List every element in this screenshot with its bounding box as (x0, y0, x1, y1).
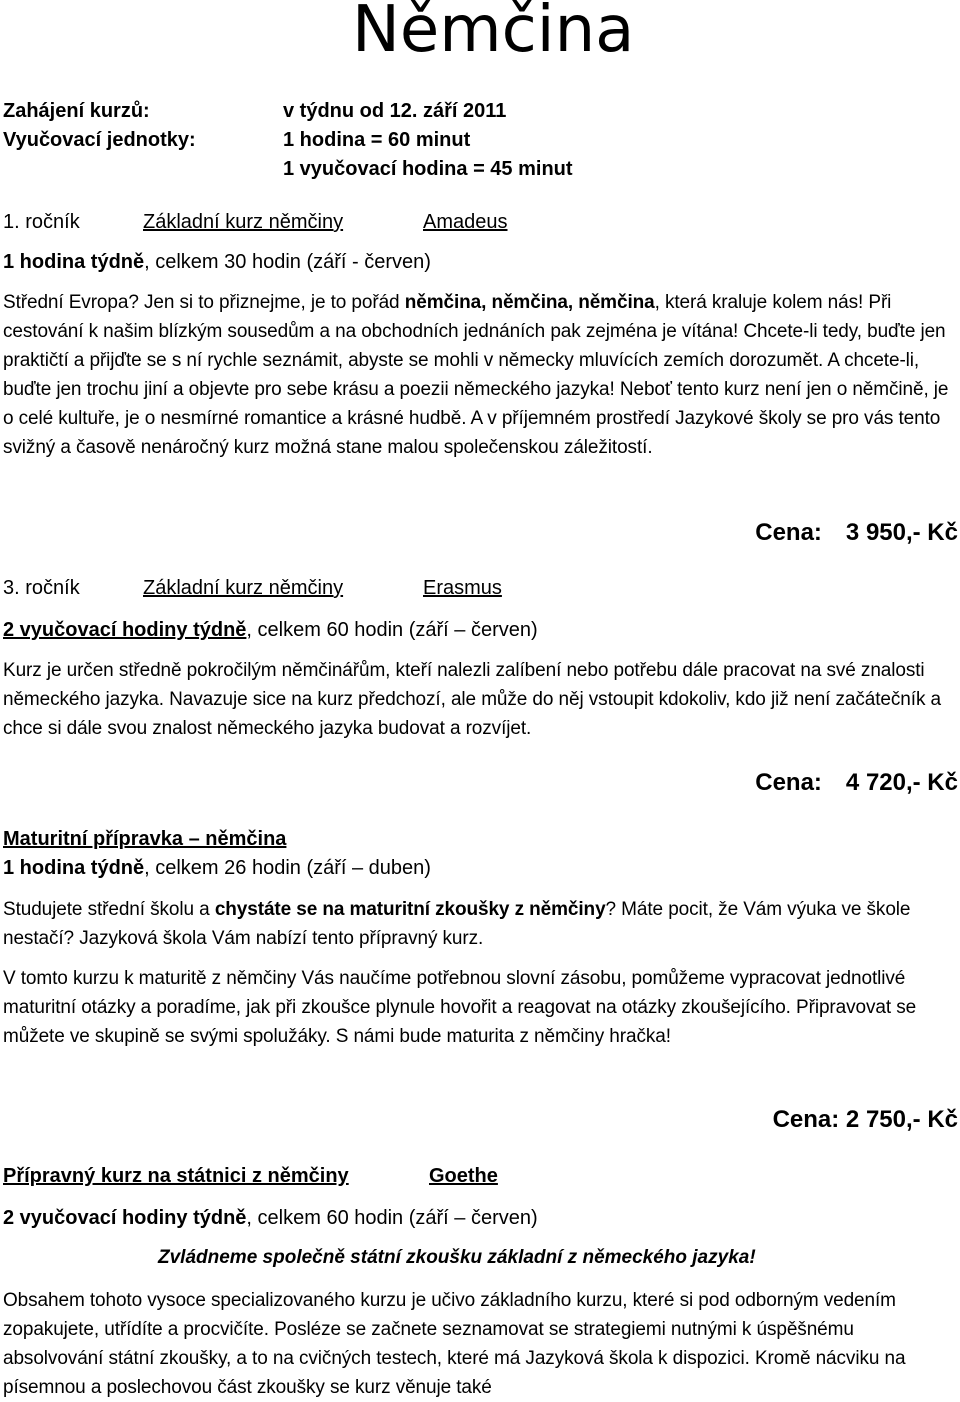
statnice-title: Přípravný kurz na státnici z němčiny (3, 1165, 349, 1187)
course1-description: Střední Evropa? Jen si to přiznejme, je to pořád němčina, němčina, němčina, která kraluje kolem nás! Při cestování k našim blízkým sousedům a na obchodních jednáních pak zejména je vítána! Chcete-li tedy, buďte jen praktičtí a přijďte se s ní rychle seznámit, abyste se mohli v německy mluvících zemích dorozumět. A chcete-li, buďte jen trochu jiní a objevte pro sebe krásu a poezii německého jazyka! Neboť tento kurz není jen o němčině, je o celé kultuře, je o nesmírné romantice a krásné hudbě. A v příjemném prostředí Jazykové školy se pro vás tento svižný a časově nenáročný kurz možná stane malou společenskou záležitostí. (3, 292, 949, 458)
maturita-price: Cena: 2 750,- Kč (772, 1106, 958, 1133)
statnice-slogan: Zvládneme společně státní zkoušku základní z německého jazyka! (158, 1247, 756, 1268)
course3-hours: 2 vyučovací hodiny týdně, celkem 60 hodin (září – červen) (3, 619, 538, 641)
course3-book: Erasmus (423, 577, 502, 599)
units-value-hour: 1 hodina = 60 minut (283, 129, 471, 151)
course3-name: Základní kurz němčiny (143, 577, 344, 599)
maturita-intro: Studujete střední školu a chystáte se na maturitní zkoušky z němčiny? Máte pocit, že Vám výuka ve škole nestačí? Jazyková škola Vám nabízí tento přípravný kurz. (3, 899, 911, 949)
maturita-description: V tomto kurzu k maturitě z němčiny Vás naučíme potřebnou slovní zásobu, pomůžeme vypracovat jednotlivé maturitní otázky a poradíme, jak při zkoušce plynule hovořit a reagovat na otázky zkoušejícího. Připravovat se můžete ve skupině se svými spolužáky. S námi bude maturita z němčiny hračka! (3, 968, 917, 1047)
start-value: v týdnu od 12. září 2011 (283, 100, 507, 122)
course3-description: Kurz je určen středně pokročilým němčinářům, kteří nalezli zalíbení nebo potřebu dále pracovat na své znalosti německého jazyka. Navazuje sice na kurz předchozí, ale může do něj vstoupit kdokoliv, kdo již není začátečník a chce si dále svou znalost německého jazyka budovat a rozvíjet. (3, 660, 941, 739)
course1-year: 1. ročník (3, 211, 80, 233)
maturita-hours: 1 hodina týdně, celkem 26 hodin (září – duben) (3, 857, 431, 879)
course1-book: Amadeus (423, 211, 508, 233)
course3-year: 3. ročník (3, 577, 80, 599)
units-value-lesson: 1 vyučovací hodina = 45 minut (283, 158, 573, 180)
course1-price: Cena: 3 950,- Kč (755, 519, 958, 546)
course1-hours: 1 hodina týdně, celkem 30 hodin (září - červen) (3, 251, 431, 273)
statnice-description: Obsahem tohoto vysoce specializovaného kurzu je učivo základního kurzu, které si pod odborným vedením zopakujete, utřídíte a procvičíte. Posléze se začnete seznamovat se strategiemi nutnými k úspěšnému absolvování státní zkoušky, a to na cvičných testech, které má Jazyková škola k dispozici. Kromě nácviku na písemnou a poslechovou část zkoušky se kurz věnuje také (3, 1290, 906, 1398)
maturita-title: Maturitní přípravka – němčina (3, 828, 287, 850)
page-title: Němčina (352, 0, 635, 67)
course1-name: Základní kurz němčiny (143, 211, 344, 233)
start-label: Zahájení kurzů: (3, 100, 150, 122)
course3-price: Cena: 4 720,- Kč (755, 769, 958, 796)
statnice-hours: 2 vyučovací hodiny týdně, celkem 60 hodin (září – červen) (3, 1207, 538, 1229)
statnice-book: Goethe (429, 1165, 498, 1187)
units-label: Vyučovací jednotky: (3, 129, 196, 151)
